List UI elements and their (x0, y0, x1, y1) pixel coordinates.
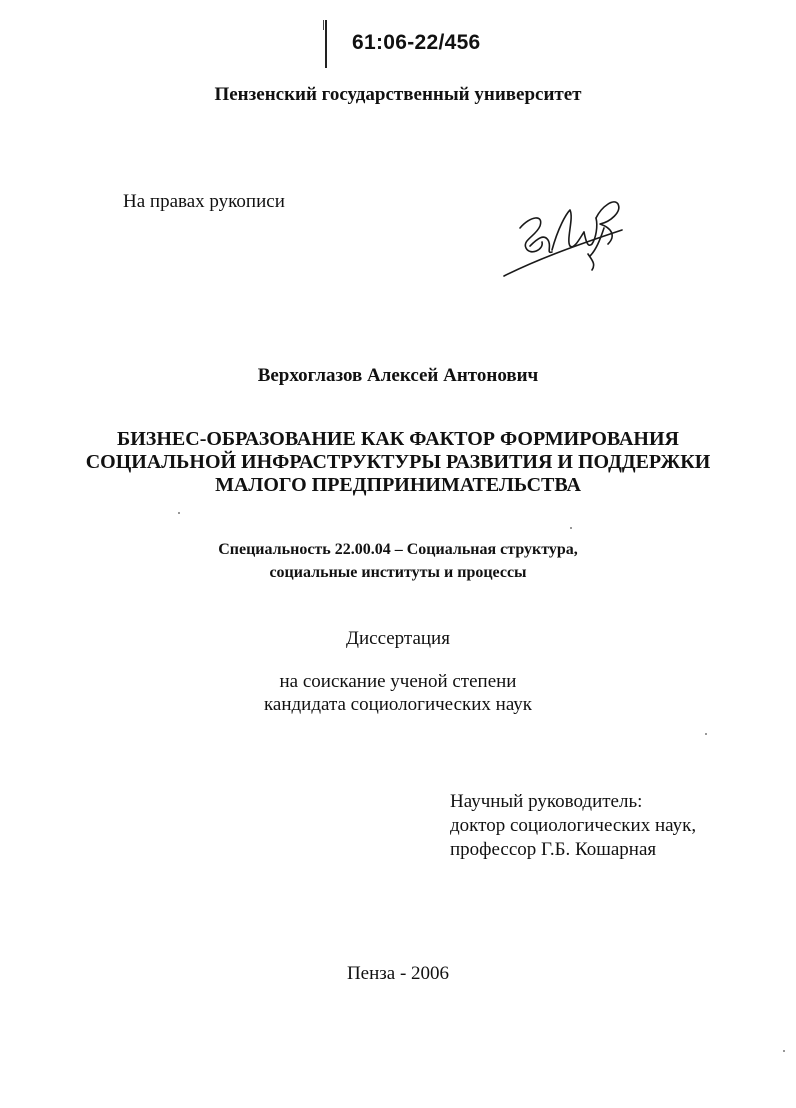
degree-line: кандидата социологических наук (263, 694, 533, 715)
scan-speck (783, 1050, 785, 1052)
scan-artifact-tick (323, 20, 324, 30)
manuscript-note: На правах рукописи (123, 191, 285, 212)
degree-line: на соискание ученой степени (279, 671, 517, 692)
specialty (0, 538, 796, 584)
university-name: Пензенский государственный университет (214, 84, 582, 105)
title-line: БИЗНЕС-ОБРАЗОВАНИЕ КАК ФАКТОР ФОРМИРОВАНИЯ (117, 428, 679, 450)
dissertation-title (0, 428, 796, 497)
title-line: СОЦИАЛЬНОЙ ИНФРАСТРУКТУРЫ РАЗВИТИЯ И ПОДДЕРЖКИ (85, 451, 711, 473)
title-line: МАЛОГО ПРЕДПРИНИМАТЕЛЬСТВА (215, 474, 581, 496)
catalog-number: 61:06-22/456 (352, 31, 481, 54)
supervisor-line: доктор социологических наук, (450, 815, 697, 836)
city-year: Пенза - 2006 (346, 963, 450, 984)
specialty-line: Специальность 22.00.04 – Социальная структура, (218, 541, 578, 558)
scan-speck (705, 733, 707, 735)
supervisor-block (450, 790, 696, 862)
scan-speck (570, 527, 572, 529)
scan-artifact-line (325, 20, 327, 68)
scan-speck (178, 512, 180, 514)
degree-statement (0, 670, 796, 716)
supervisor-line: Научный руководитель: (450, 791, 643, 812)
document-type: Диссертация (346, 628, 450, 649)
handwritten-signature (500, 188, 630, 283)
author-name: Верхоглазов Алексей Антонович (257, 365, 539, 386)
supervisor-line: профессор Г.Б. Кошарная (450, 839, 657, 860)
specialty-line: социальные институты и процессы (269, 564, 527, 581)
